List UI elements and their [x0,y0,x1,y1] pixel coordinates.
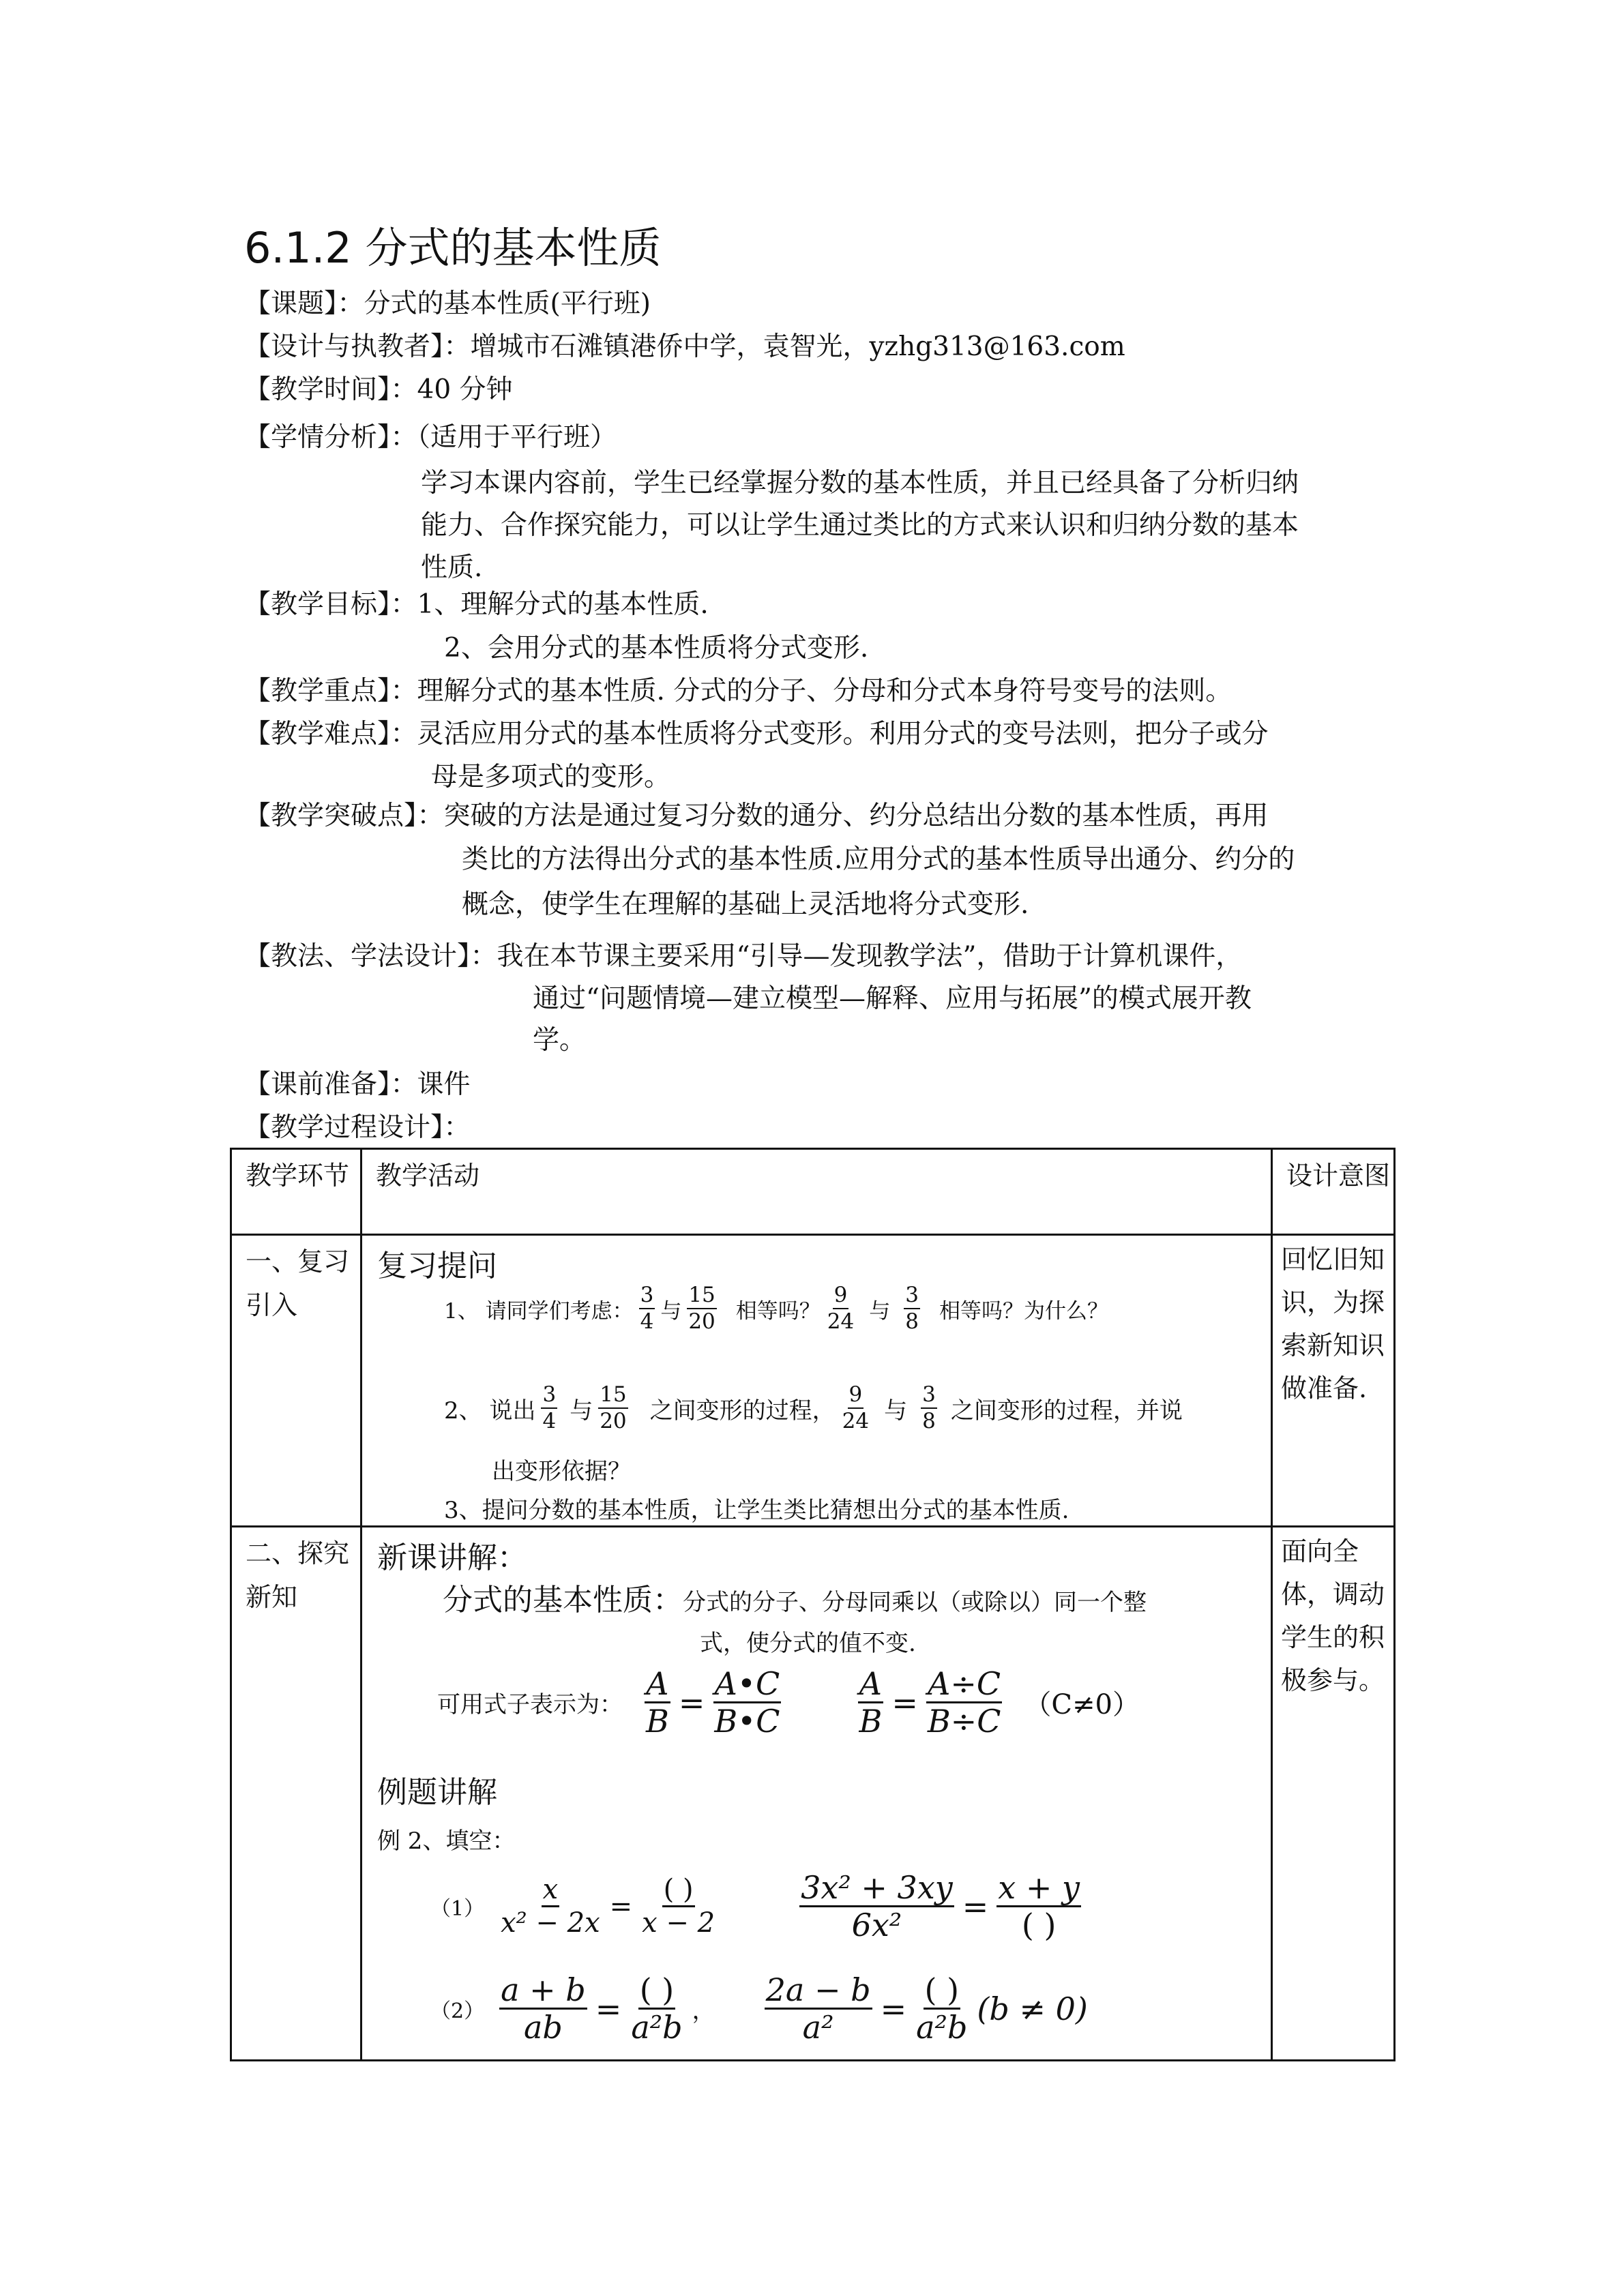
goal-2: 2、会用分式的基本性质将分式变形. [444,633,869,664]
row1-intent: 回忆旧知识，为探索新知识做准备. [1272,1235,1395,1527]
method-line [244,943,1242,970]
row2-activity [361,1527,1272,2061]
analysis-label: 【学情分析】： [244,422,417,453]
property-title: 分式的基本性质： [443,1583,683,1617]
q1-mid: 与 [660,1298,682,1324]
page-title: 6.1.2 分式的基本性质 [244,223,662,273]
designer-line [244,333,1125,360]
break-line-3: 概念，使学生在理解的基础上灵活地将分式变形. [462,889,1029,920]
formula-label: 可用式子表示为： [437,1691,623,1718]
q2-and: 与 [884,1397,908,1425]
ex2-condition: (b ≠ 0) [977,1990,1088,2027]
example-heading: 例题讲解 [377,1775,497,1810]
header-stage: 教学环节 [231,1149,361,1235]
row1-stage: 一、复习引入 [231,1235,361,1527]
diff-line-2: 母是多项式的变形。 [431,762,671,792]
question-2 [444,1384,1183,1432]
analysis-line [244,424,617,451]
analysis-body [421,462,1299,589]
ex1-equation-b: $\frac{\text{3x² + 3xy}}{\text{6x²}}$ = $\frac{x + y}{( )}$ [801,1869,1080,1943]
method-line-1: 我在本节课主要采用“引导—发现教学法”，借助于计算机课件， [497,941,1243,972]
header-intent: 设计意图 [1272,1149,1395,1235]
fraction-15-20: $\frac{15}{20}$ [688,1283,715,1334]
break-line-1: 突破的方法是通过复习分数的通分、约分总结出分数的基本性质，再用 [443,801,1269,831]
table-header-row [231,1149,1395,1235]
property-text-1: 分式的分子、分母同乘以（或除以）同一个整 [683,1589,1147,1616]
q2-cont: 出变形依据？ [492,1458,631,1485]
fraction-9-24: $\frac{9}{24}$ [827,1283,855,1334]
method-label: 【教法、学法设计】： [244,941,497,972]
key-value: 理解分式的基本性质. 分式的分子、分母和分式本身符号变号的法则。 [417,676,1232,706]
fraction-3-4: $\frac{3}{4}$ [640,1283,654,1334]
break-line [244,803,1269,829]
ex2-equation-a: $\frac{a + b}{ab}$ = $\frac{( )}{\text{a²b}}$ [501,1971,683,2046]
formula-row [437,1665,1140,1740]
fraction-3-8: $\frac{3}{8}$ [905,1283,919,1334]
property-line [443,1575,1147,1619]
method-line-3: 学。 [533,1025,587,1056]
topic-value: 分式的基本性质(平行班) [364,288,651,319]
q2-mid: 与 [570,1397,593,1425]
designer-label: 【设计与执教者】： [244,331,471,362]
q2-text1: 之间变形的过程， [649,1397,836,1425]
goal-label: 【教学目标】： [244,589,417,620]
review-heading: 复习提问 [377,1249,497,1283]
analysis-line-2: 能力、合作探究能力，可以让学生通过类比的方式来认识和归纳分数的基本 [421,510,1299,541]
analysis-line-1: 学习本课内容前，学生已经掌握分数的基本性质，并且已经具备了分析归纳 [421,468,1299,498]
q2-text2: 之间变形的过程，并说 [950,1397,1183,1425]
formula-condition: （C≠0） [1024,1689,1140,1720]
prep-value: 课件 [417,1069,471,1100]
table-row [231,1527,1395,2061]
prep-label: 【课前准备】： [244,1069,417,1100]
break-line-2: 类比的方法得出分式的基本性质.应用分式的基本性质导出通分、约分的 [462,844,1295,875]
q2-prefix: 2、 说出 [444,1397,536,1425]
row1-activity [361,1235,1272,1527]
prep-line [244,1071,471,1098]
question-3: 3、提问分数的基本性质，让学生类比猜想出分式的基本性质. [444,1497,1069,1524]
method-line-2: 通过“问题情境—建立模型—解释、应用与拓展”的模式展开教 [533,983,1252,1014]
ex1-equation-a: $\frac{x}{\text{x² − 2x}}$ = $\frac{( )}{x - 2}$ [501,1874,715,1939]
topic-label: 【课题】： [244,288,364,319]
formula-divide: $\frac{A}{B}$ = $\frac{A\div C}{B\div C}$ [859,1665,1001,1740]
property-text-2: 式，使分式的值不变. [700,1630,916,1657]
row2-intent: 面向全体，调动学生的积极参与。 [1272,1527,1395,2061]
header-activity: 教学活动 [361,1149,1272,1235]
goal-line [244,591,709,618]
topic-line [244,290,651,317]
row2-stage: 二、探究新知 [231,1527,361,2061]
designer-value: 增城市石滩镇港侨中学，袁智光，yzhg313@163.com [470,331,1125,362]
fraction-3-8-b: $\frac{3}{8}$ [922,1382,936,1433]
ex2-comma: ， [692,1997,715,2025]
question-1 [444,1285,1108,1332]
process-table [230,1148,1396,2061]
q1-ask2: 相等吗？为什么？ [939,1298,1108,1324]
fraction-3-4-b: $\frac{3}{4}$ [542,1382,557,1433]
fraction-15-20-b: $\frac{15}{20}$ [600,1382,627,1433]
time-label: 【教学时间】： [244,374,417,405]
goal-1: 1、理解分式的基本性质. [417,589,709,620]
key-line [244,678,1232,704]
new-lesson-heading: 新课讲解： [377,1540,527,1575]
key-label: 【教学重点】： [244,676,417,706]
example-2 [430,1971,1088,2046]
time-value: 40 分钟 [417,374,513,405]
analysis-note: （适用于平行班） [417,422,617,453]
ex2-label: （2） [430,1999,485,2023]
time-line [244,376,513,403]
ex1-label: （1） [430,1896,485,1921]
ex2-equation-b: $\frac{2a - b}{\text{a²}}$ = $\frac{( )}{\text{a²b}}$ (b ≠ 0) [765,1971,1088,2046]
diff-line [244,721,1269,747]
formula-multiply: $\frac{A}{B}$ = $\frac{A•C}{B•C}$ [646,1665,780,1740]
break-label: 【教学突破点】： [244,801,444,831]
example-1 [430,1869,1081,1943]
fraction-9-24-b: $\frac{9}{24}$ [842,1382,870,1433]
q1-ask1: 相等吗？ [735,1298,821,1324]
example-label: 例 2、填空： [377,1828,516,1855]
q1-and: 与 [869,1298,891,1324]
diff-label: 【教学难点】： [244,719,417,749]
diff-line-1: 灵活应用分式的基本性质将分式变形。利用分式的变号法则，把分子或分 [417,719,1269,749]
analysis-line-3: 性质. [421,552,483,583]
q1-prefix: 1、 请同学们考虑： [444,1298,634,1324]
table-row [231,1235,1395,1527]
process-label: 【教学过程设计】： [244,1112,471,1143]
